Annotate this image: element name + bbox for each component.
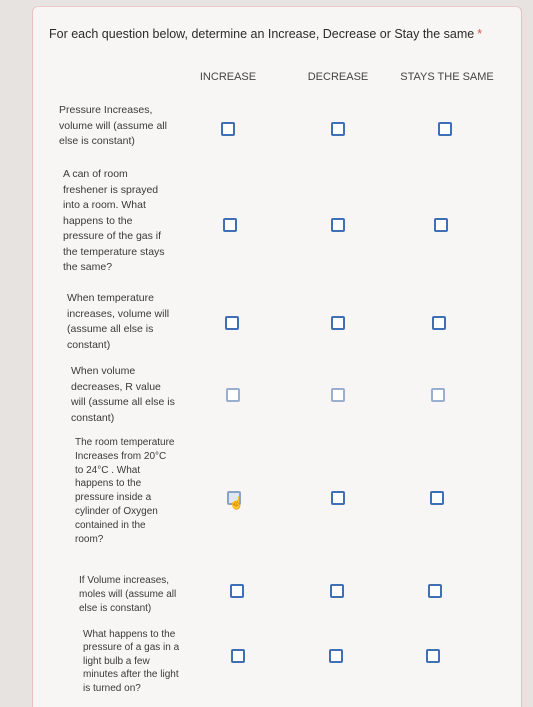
row-label-2: A can of room freshener is sprayed into a room. What happens to the pressure of the gas if the temperature stays the same?	[63, 168, 165, 273]
checkbox-row3-increase[interactable]	[225, 316, 239, 330]
checkbox-row7-stays-same[interactable]	[426, 649, 440, 663]
checkbox-row7-decrease[interactable]	[329, 649, 343, 663]
column-header-increase: INCREASE	[199, 71, 257, 83]
checkbox-row1-decrease[interactable]	[331, 122, 345, 136]
question-text: For each question below, determine an Increase, Decrease or Stay the same	[49, 27, 475, 41]
checkbox-row6-stays-same[interactable]	[428, 584, 442, 598]
checkbox-row2-stays-same[interactable]	[434, 218, 448, 232]
checkbox-row6-decrease[interactable]	[330, 584, 344, 598]
row-label-3: When temperature increases, volume will (assume all else is constant)	[67, 292, 170, 351]
checkbox-row4-increase[interactable]	[226, 388, 240, 402]
column-header-stays-same: STAYS THE SAME	[400, 71, 494, 83]
row-label-6: If Volume increases, moles will (assume all else is constant)	[79, 575, 177, 614]
checkbox-row3-stays-same[interactable]	[432, 316, 446, 330]
checkbox-row6-increase[interactable]	[230, 584, 244, 598]
row-label-1: Pressure Increases, volume will (assume all else is constant)	[59, 104, 167, 147]
checkbox-row1-stays-same[interactable]	[438, 122, 452, 136]
row-label-4: When volume decreases, R value will (assume all else is constant)	[71, 365, 175, 424]
required-marker: *	[477, 27, 483, 41]
hand-pointer-icon: ☝	[229, 496, 244, 510]
column-header-decrease: DECREASE	[307, 71, 369, 83]
checkbox-row5-stays-same[interactable]	[430, 491, 444, 505]
question-title	[49, 27, 482, 41]
row-label-5: The room temperature Increases from 20°C to 24°C . What happens to the pressure inside a cylinder of Oxygen contained in the room?	[75, 437, 175, 545]
checkbox-row2-increase[interactable]	[223, 218, 237, 232]
checkbox-row5-decrease[interactable]	[331, 491, 345, 505]
checkbox-row3-decrease[interactable]	[331, 316, 345, 330]
checkbox-row4-decrease[interactable]	[331, 388, 345, 402]
row-label-7: What happens to the pressure of a gas in a light bulb a few minutes after the light is turned on?	[83, 629, 180, 694]
checkbox-row2-decrease[interactable]	[331, 218, 345, 232]
checkbox-row7-increase[interactable]	[231, 649, 245, 663]
checkbox-row4-stays-same[interactable]	[431, 388, 445, 402]
checkbox-row1-increase[interactable]	[221, 122, 235, 136]
